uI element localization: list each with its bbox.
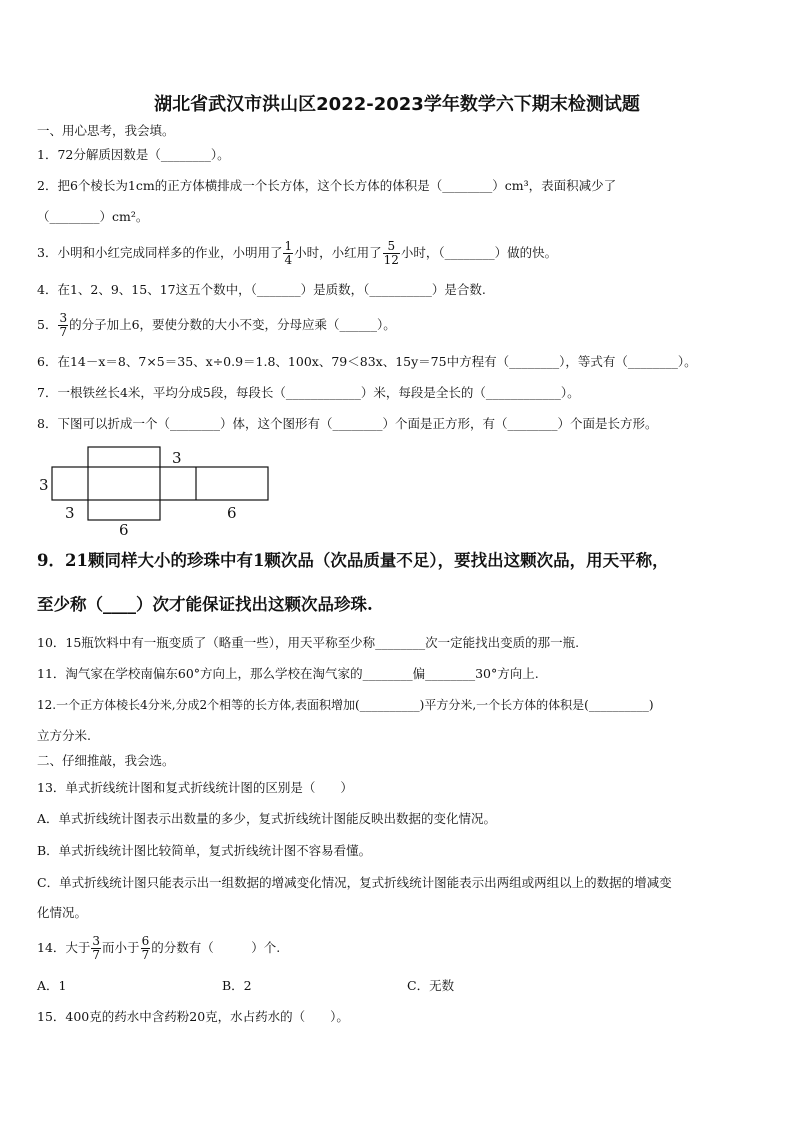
question-14-option-a: A．1 bbox=[37, 978, 67, 993]
label-bottom-left: 3 bbox=[65, 504, 75, 522]
section-heading-2: 二、仔细推敲，我会选。 bbox=[37, 753, 175, 768]
question-13-option-c: C．单式折线统计图只能表示出一组数据的增减变化情况，复式折线统计图能表示出两组或两组以上的数据的增减变 bbox=[37, 875, 672, 890]
question-9: 9．21颗同样大小的珍珠中有1颗次品（次品质量不足），要找出这颗次品，用天平称， bbox=[37, 551, 669, 570]
question-13-option-a: A．单式折线统计图表示出数量的多少，复式折线统计图能反映出数据的变化情况。 bbox=[37, 811, 497, 826]
question-1: 1．72分解质因数是（________）。 bbox=[37, 147, 230, 162]
question-9-continued: 至少称（____）次才能保证找出这颗次品珍珠. bbox=[37, 595, 373, 614]
question-12: 12.一个正方体棱长4分米,分成2个相等的长方体,表面积增加(__________)平方分米,一个长方体的体积是(__________) bbox=[37, 698, 654, 712]
fraction: $\frac{6}{7}$ bbox=[141, 934, 150, 962]
fraction: $\frac{3}{7}$ bbox=[92, 934, 101, 962]
fraction: $\frac{1}{4}$ bbox=[284, 239, 293, 267]
label-top: 3 bbox=[172, 449, 182, 467]
question-12-continued: 立方分米. bbox=[37, 728, 91, 743]
net-center-face bbox=[88, 447, 160, 520]
label-bottom-mid: 6 bbox=[119, 521, 129, 539]
question-14: 14．大于 $\frac{3}{7}$ 而小于 $\frac{6}{7}$ 的分数有（ ）个. bbox=[37, 934, 281, 962]
page-title: 湖北省武汉市洪山区2022-2023学年数学六下期末检测试题 bbox=[154, 94, 640, 115]
question-5: 5． $\frac{3}{7}$ 的分子加上6，要使分数的大小不变，分母应乘（______）。 bbox=[37, 311, 396, 339]
question-4: 4．在1、2、9、15、17这五个数中，（_______）是质数，（__________）是合数. bbox=[37, 282, 486, 297]
question-14-option-c: C．无数 bbox=[407, 978, 455, 993]
question-3: 3．小明和小红完成同样多的作业，小明用了 $\frac{1}{4}$ 小时，小红用了 $\frac{5}{12}$ 小时，（________）做的快。 bbox=[37, 239, 558, 267]
question-2: 2．把6个棱长为1cm的正方体横排成一个长方体，这个长方体的体积是（________）cm³，表面积减少了 bbox=[37, 178, 617, 193]
label-left: 3 bbox=[39, 476, 49, 494]
question-13-option-b: B．单式折线统计图比较简单，复式折线统计图不容易看懂。 bbox=[37, 843, 372, 858]
question-13-option-c-continued: 化情况。 bbox=[37, 905, 88, 920]
fraction: $\frac{3}{7}$ bbox=[59, 311, 68, 339]
question-14-option-b: B．2 bbox=[222, 978, 252, 993]
question-8: 8．下图可以折成一个（________）体，这个图形有（________）个面是正方形，有（________）个面是长方形。 bbox=[37, 416, 658, 431]
question-15: 15．400克的药水中含药粉20克，水占药水的（ ）。 bbox=[37, 1009, 349, 1024]
question-13: 13．单式折线统计图和复式折线统计图的区别是（ ） bbox=[37, 780, 353, 795]
question-2-continued: （________）cm²。 bbox=[37, 209, 149, 224]
label-bottom-right: 6 bbox=[227, 504, 237, 522]
section-heading-1: 一、用心思考，我会填。 bbox=[37, 123, 175, 138]
question-7: 7．一根铁丝长4米，平均分成5段，每段长（____________）米，每段是全长的（____________）。 bbox=[37, 385, 580, 400]
question-11: 11．淘气家在学校南偏东60°方向上，那么学校在淘气家的________偏________30°方向上. bbox=[37, 666, 539, 681]
question-10: 10．15瓶饮料中有一瓶变质了（略重一些），用天平称至少称________次一定能找出变质的那一瓶. bbox=[37, 635, 580, 650]
fraction: $\frac{5}{12}$ bbox=[383, 239, 399, 267]
cuboid-net-figure bbox=[37, 440, 287, 540]
question-6: 6．在14－x＝8、7×5＝35、x÷0.9＝1.8、100x、79＜83x、15y＝75中方程有（________），等式有（________）。 bbox=[37, 354, 697, 369]
